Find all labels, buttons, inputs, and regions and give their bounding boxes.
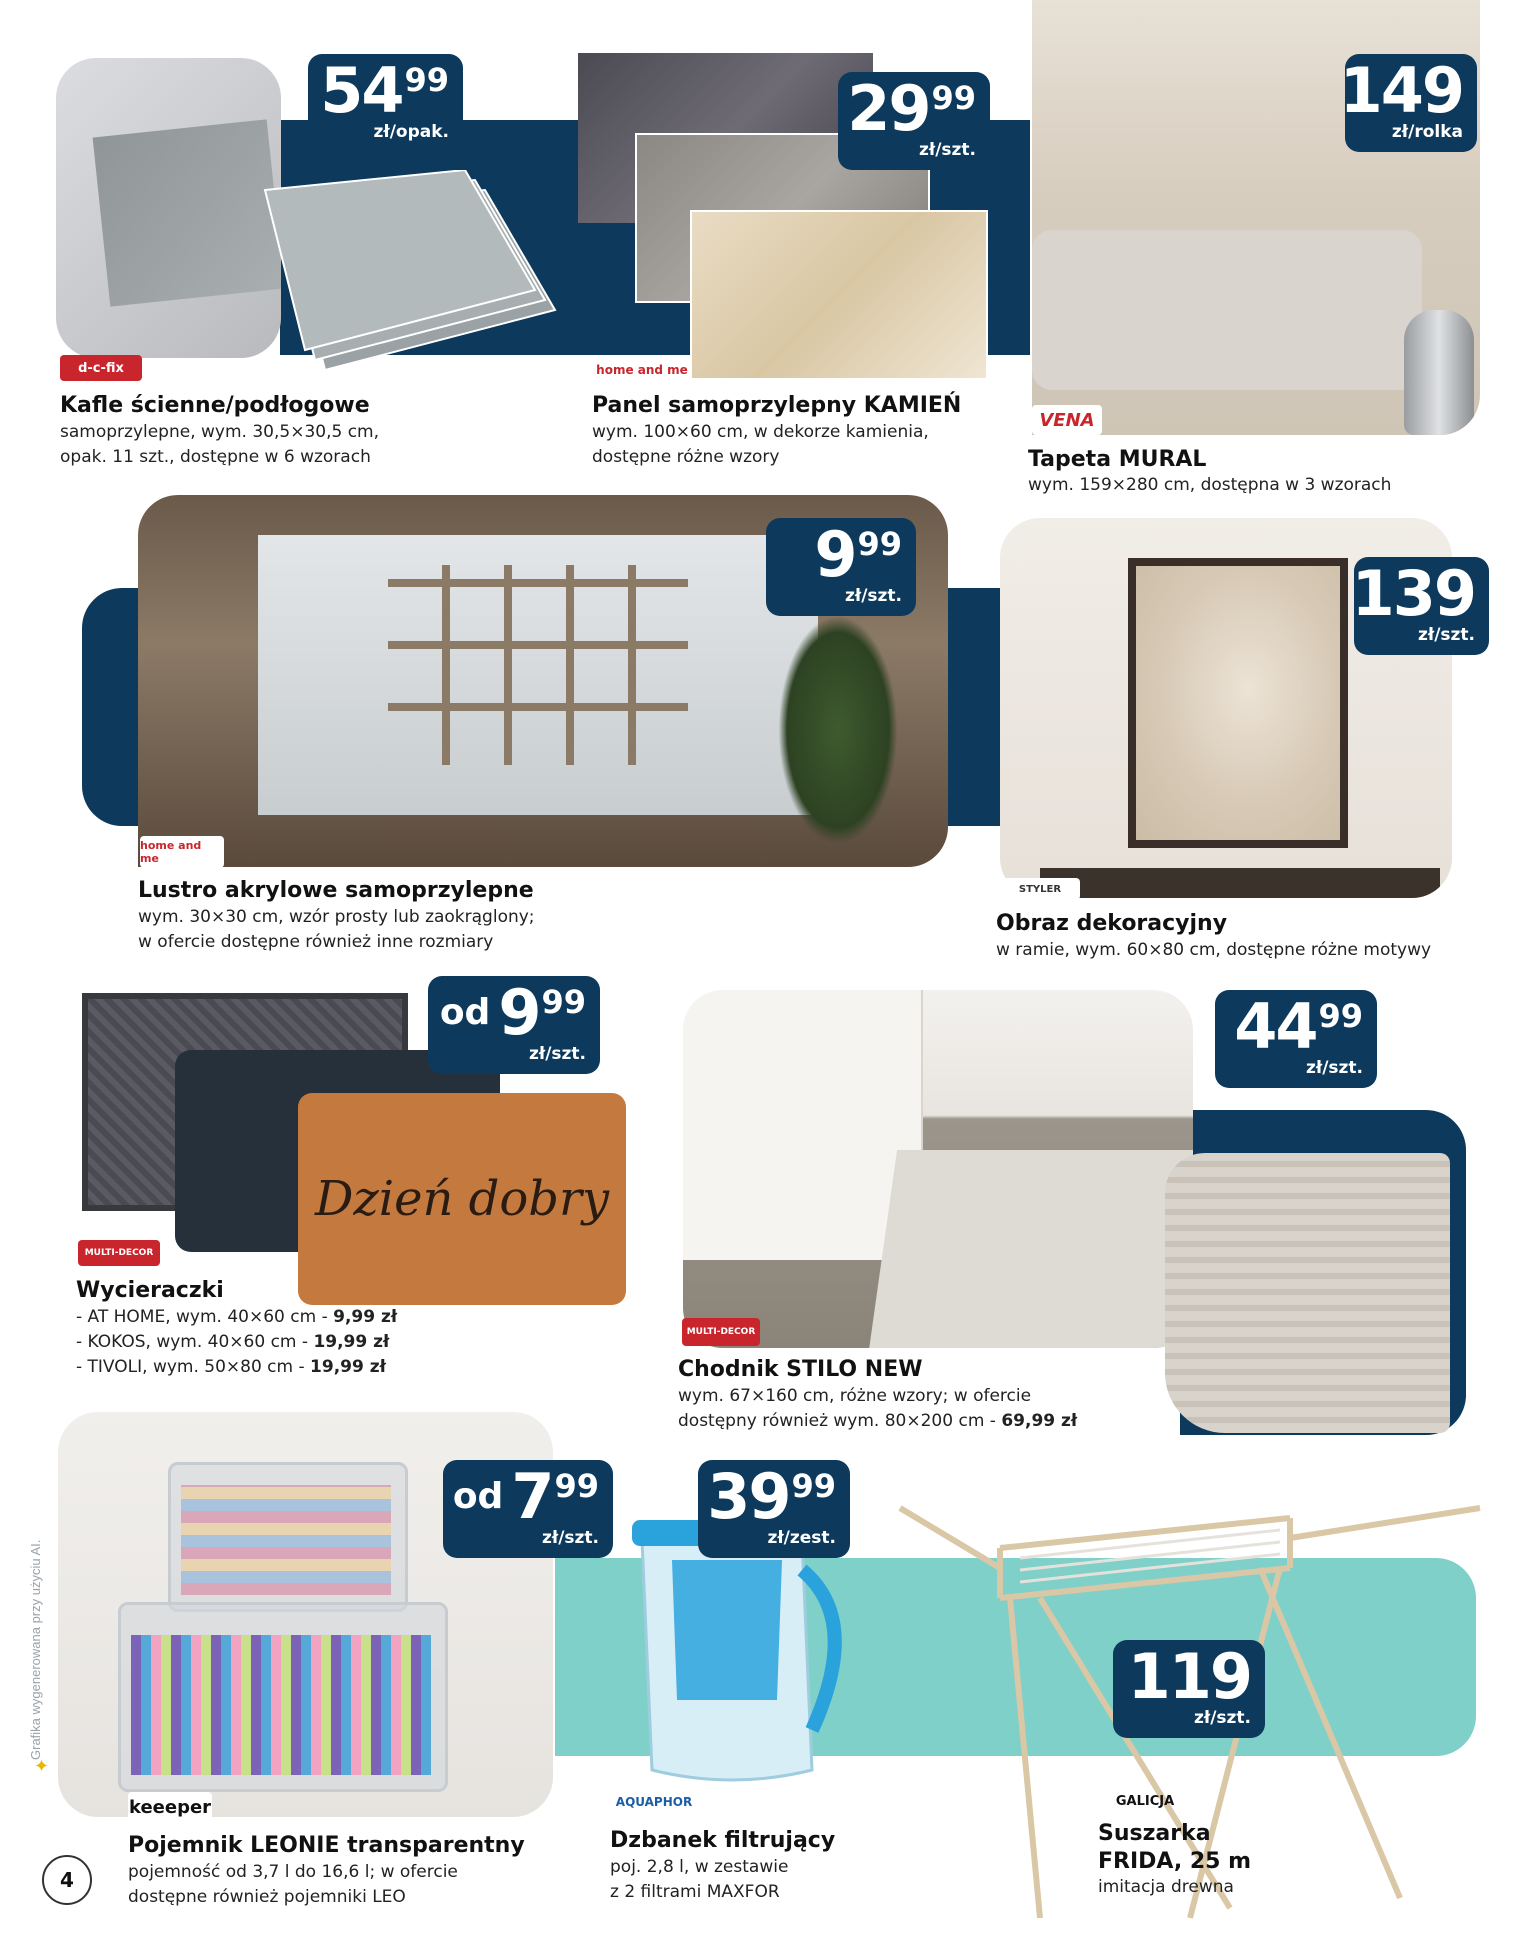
- brand-logo-vena: VENA: [1032, 405, 1102, 435]
- price-tag-wycieraczki: od 9 99 zł/szt.: [428, 976, 600, 1074]
- price-tag-dzbanek: 39 99 zł/zest.: [698, 1460, 850, 1558]
- kafle-tiles-stack: [255, 170, 565, 380]
- product-desc-pojemnik: pojemność od 3,7 l do 16,6 l; w ofercie dostępne również pojemniki LEO: [128, 1862, 458, 1907]
- product-title-kafle: Kafle ścienne/podłogowe: [60, 393, 370, 418]
- product-desc-dzbanek: poj. 2,8 l, w zestawie z 2 filtrami MAXFOR: [610, 1857, 789, 1902]
- wycieraczki-item-kokos: - KOKOS, wym. 40×60 cm - 19,99 zł: [76, 1332, 390, 1352]
- price-tag-kafle: 54 99 zł/opak.: [308, 54, 463, 152]
- box-bottom: [118, 1602, 448, 1792]
- tile-sheet: [93, 119, 281, 306]
- product-desc-obraz: w ramie, wym. 60×80 cm, dostępne różne motywy: [996, 940, 1432, 960]
- price-tag-lustro: 9 99 zł/szt.: [766, 518, 916, 616]
- brand-logo-galicja: GALICJA: [1115, 1793, 1175, 1809]
- frame: [1128, 558, 1348, 848]
- canvas-leaf: [1136, 566, 1340, 840]
- page-number: 4: [42, 1855, 92, 1905]
- price-tag-pojemnik: od 7 99 zł/szt.: [443, 1460, 613, 1558]
- kafle-photo: [56, 58, 281, 358]
- product-title-dzbanek: Dzbanek filtrujący: [610, 1828, 836, 1853]
- sideboard: [1040, 868, 1440, 898]
- product-desc-tapeta: wym. 159×280 cm, dostępna w 3 wzorach: [1028, 475, 1392, 495]
- plant: [778, 615, 898, 845]
- product-title-obraz: Obraz dekoracyjny: [996, 911, 1228, 936]
- price-tag-tapeta: 149 zł/rolka: [1345, 54, 1477, 152]
- runner-rug: [869, 1150, 1193, 1348]
- product-desc-kafle: samoprzylepne, wym. 30,5×30,5 cm, opak. 11 szt., dostępne w 6 wzorach: [60, 422, 380, 467]
- box-top-contents: [181, 1485, 391, 1595]
- wycieraczki-item-tivoli: - TIVOLI, wym. 50×80 cm - 19,99 zł: [76, 1357, 386, 1377]
- brand-logo-multidecor-runner: MULTI-DECOR: [682, 1318, 760, 1346]
- product-title-suszarka: Suszarka FRIDA, 25 m: [1098, 1821, 1252, 1874]
- brand-logo-aquaphor: AQUAPHOR: [608, 1790, 700, 1814]
- price-tag-suszarka: 119 zł/szt.: [1113, 1640, 1265, 1738]
- brand-logo-homeandme-lustro: home and me: [140, 836, 224, 868]
- brand-logo-styler: STYLER: [1000, 878, 1080, 900]
- mat-kokos: [298, 1093, 626, 1305]
- box-top: [168, 1462, 408, 1612]
- chodnik-photo: [683, 990, 1193, 1348]
- product-title-lustro: Lustro akrylowe samoprzylepne: [138, 878, 534, 903]
- product-desc-panel: wym. 100×60 cm, w dekorze kamienia, dostępne różne wzory: [592, 422, 929, 467]
- rolled-rug: [1165, 1153, 1450, 1433]
- brand-logo-dcfix: d-c-fix: [60, 355, 142, 381]
- vase: [1404, 310, 1474, 435]
- sparkle-icon: ✦: [34, 1756, 50, 1776]
- brand-logo-homeandme-panel: home and me: [592, 355, 692, 385]
- ai-generated-note: Grafika wygenerowana przy użyciu AI.: [28, 1539, 43, 1760]
- mirror-tiles: [388, 565, 688, 765]
- brand-logo-keeeper: keeeper: [128, 1792, 212, 1822]
- product-desc-suszarka: imitacja drewna: [1098, 1877, 1234, 1897]
- product-title-panel: Panel samoprzylepny KAMIEŃ: [592, 393, 962, 418]
- mat-text: Dzień dobry: [314, 1171, 610, 1227]
- panel-stone-cream: [690, 210, 988, 380]
- box-bottom-contents: [131, 1635, 431, 1775]
- product-desc-wycieraczki: [76, 1305, 397, 1380]
- sofa: [1032, 230, 1422, 390]
- product-desc-lustro: wym. 30×30 cm, wzór prosty lub zaokrąglony; w ofercie dostępne również inne rozmiary: [138, 907, 535, 952]
- brand-logo-multidecor-mats: MULTI-DECOR: [78, 1240, 160, 1266]
- price-tag-panel: 29 99 zł/szt.: [838, 72, 990, 170]
- product-title-chodnik: Chodnik STILO NEW: [678, 1357, 923, 1382]
- price-tag-obraz: 139 zł/szt.: [1354, 557, 1489, 655]
- wycieraczki-item-athome: - AT HOME, wym. 40×60 cm - 9,99 zł: [76, 1307, 398, 1327]
- product-title-tapeta: Tapeta MURAL: [1028, 447, 1207, 472]
- product-title-pojemnik: Pojemnik LEONIE transparentny: [128, 1833, 525, 1858]
- product-title-wycieraczki: Wycieraczki: [76, 1278, 224, 1303]
- price-tag-chodnik: 44 99 zł/szt.: [1215, 990, 1377, 1088]
- product-desc-chodnik: wym. 67×160 cm, różne wzory; w ofercie dostępny również wym. 80×200 cm - 69,99 zł: [678, 1386, 1078, 1431]
